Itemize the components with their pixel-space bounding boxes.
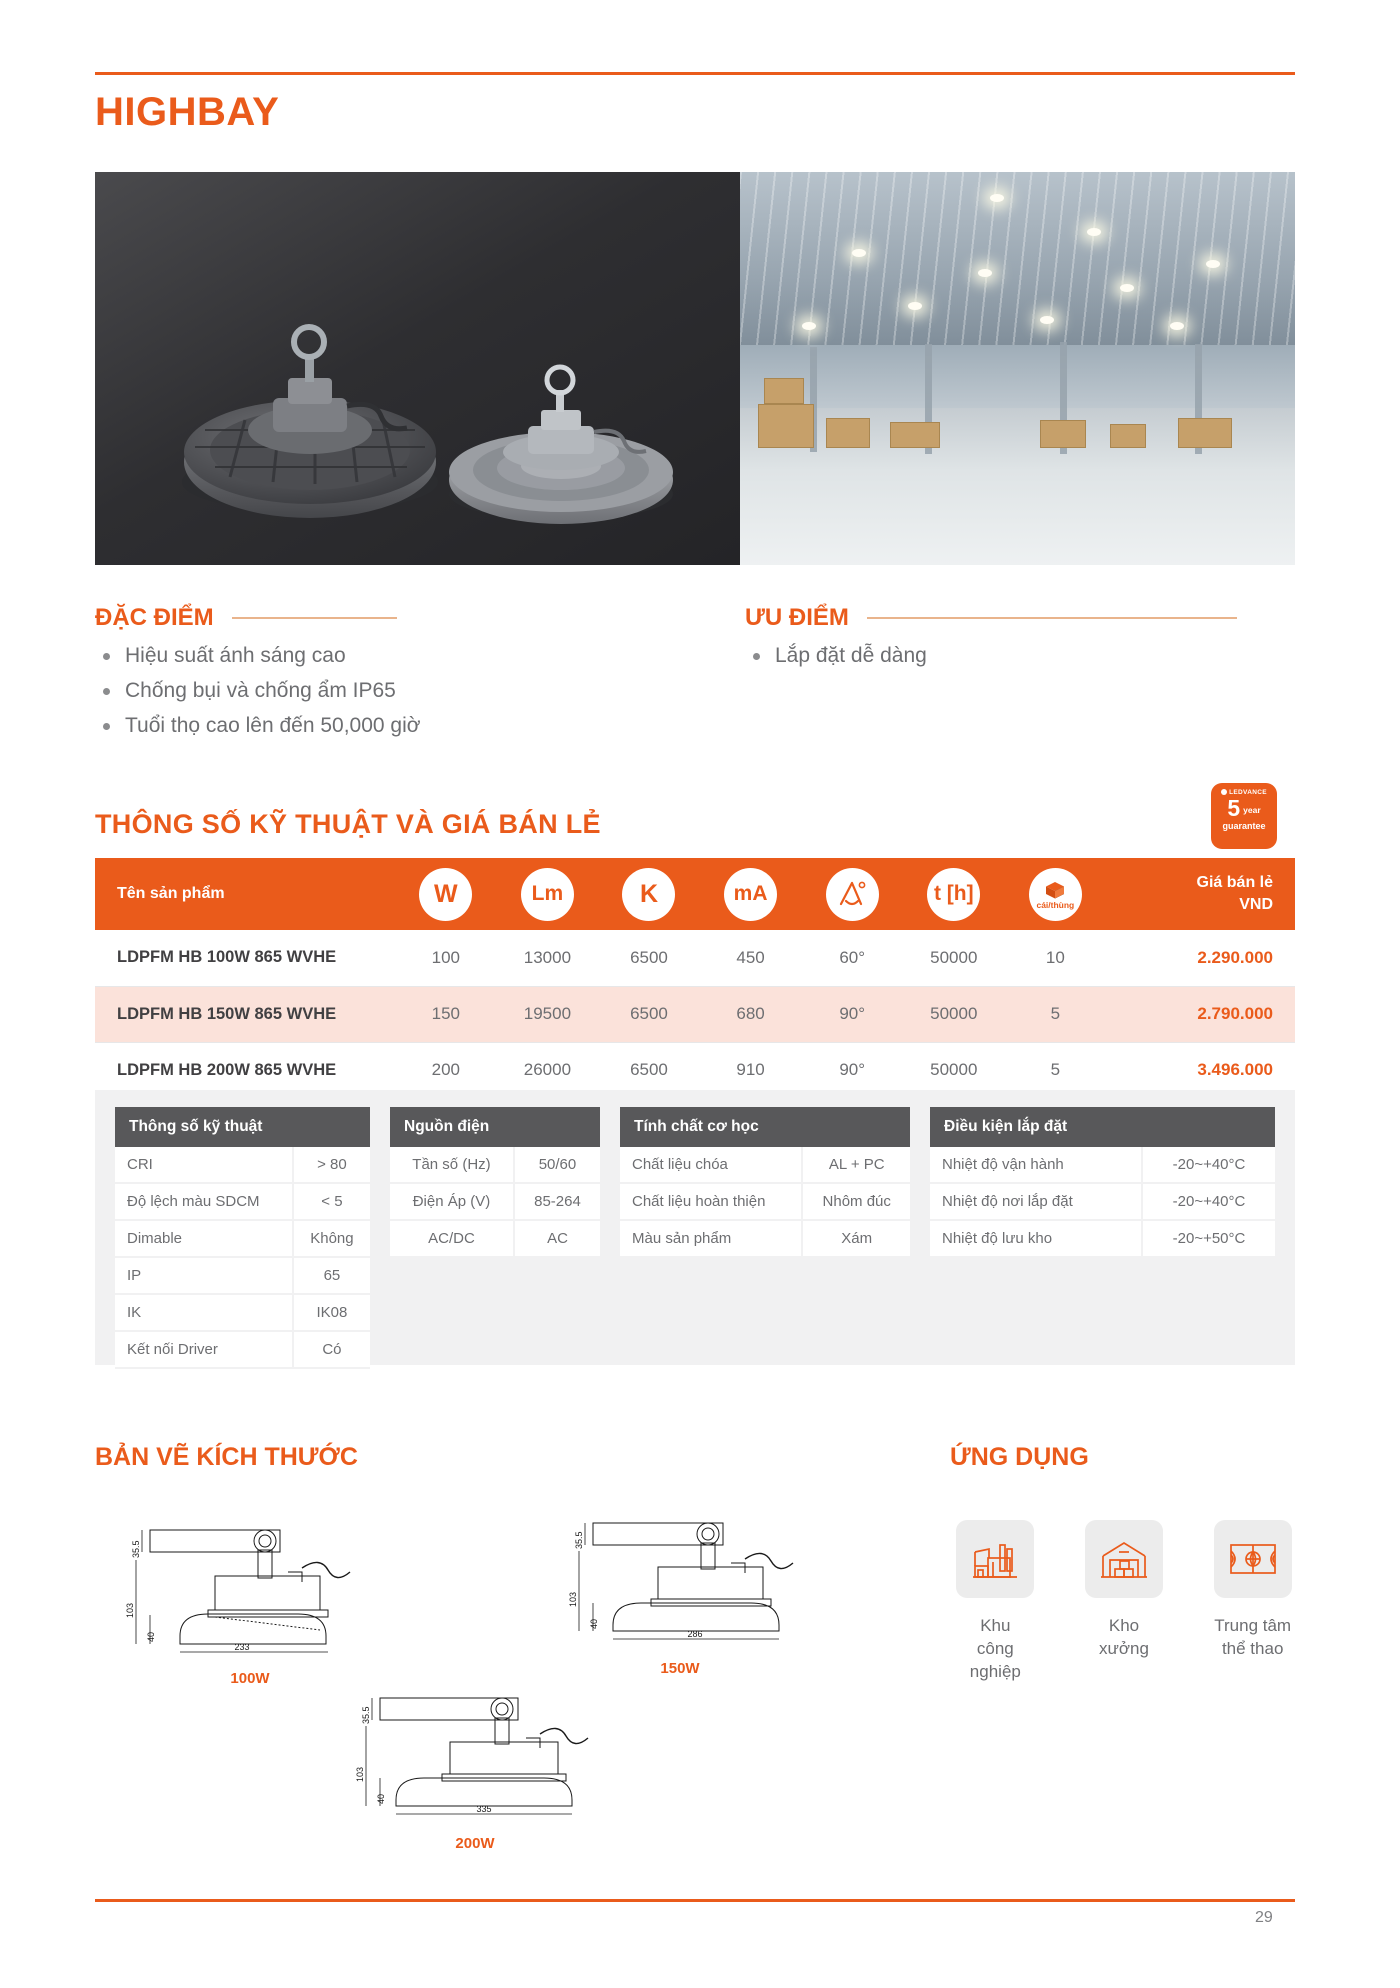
drawing-caption: 200W — [455, 1835, 495, 1852]
cell-pack: 5 — [1050, 1060, 1061, 1079]
cell-lifetime: 50000 — [930, 1004, 978, 1023]
cell-kelvin: 6500 — [630, 947, 668, 967]
drawing-caption: 150W — [660, 1660, 700, 1677]
col-beam-angle — [801, 858, 903, 930]
spec-row: Tần số (Hz) 50/60 — [390, 1147, 600, 1183]
cell-price: 2.290.000 — [1197, 947, 1273, 967]
guarantee-badge: LEDVANCE 5 year guarantee — [1211, 783, 1277, 849]
list-item: Lắp đặt dễ dàng — [745, 638, 927, 673]
watt-icon: W — [419, 868, 472, 921]
box-icon — [1029, 868, 1082, 921]
cell-lumen: 26000 — [523, 1060, 572, 1079]
application-label: Trung tâm thể thao — [1214, 1616, 1292, 1658]
highbay-product-illustration — [95, 172, 740, 565]
cell-watt: 100 — [431, 947, 460, 967]
spec-panel-title: Thông số kỹ thuật — [115, 1107, 370, 1147]
svg-text:35.5: 35.5 — [131, 1540, 141, 1558]
warehouse-icon — [1085, 1520, 1163, 1598]
spec-row: Màu sản phẩm Xám — [620, 1220, 910, 1257]
list-item: Hiệu suất ánh sáng cao — [95, 638, 421, 673]
application-photo — [740, 172, 1295, 565]
table-row — [95, 986, 1295, 1042]
cell-price: 3.496.000 — [1197, 1060, 1273, 1079]
features-list — [95, 638, 421, 743]
table-header-row — [95, 858, 1295, 930]
features-heading — [95, 604, 397, 632]
spec-row: Nhiệt độ nơi lắp đặt -20~+40°C — [930, 1183, 1275, 1220]
cell-beam: 90° — [839, 1060, 866, 1079]
cell-milliamp: 680 — [736, 1004, 765, 1023]
col-product-name: Tên sản phẩm — [117, 885, 225, 902]
svg-text:103: 103 — [355, 1766, 365, 1782]
drawing-svg — [120, 1520, 380, 1665]
spec-panel-title: Nguồn điện — [390, 1107, 600, 1147]
price-table-body — [95, 930, 1295, 1098]
col-kelvin — [598, 858, 700, 930]
svg-text:335: 335 — [476, 1804, 492, 1814]
hero-images — [95, 172, 1295, 565]
spec-row: Kết nối Driver Có — [115, 1331, 370, 1368]
features-heading-text: ĐẶC ĐIỂM — [95, 604, 214, 631]
spec-row: Độ lệch màu SDCM < 5 — [115, 1183, 370, 1220]
svg-text:40: 40 — [376, 1793, 386, 1804]
application-item-sports — [1201, 1520, 1304, 1683]
spec-row: IP 65 — [115, 1257, 370, 1294]
cell-beam: 90° — [839, 1004, 866, 1023]
beam-angle-icon — [826, 868, 879, 921]
col-lumen — [497, 858, 599, 930]
features-heading-rule — [232, 617, 397, 619]
spec-panel-mechanical — [620, 1107, 910, 1258]
col-lifetime — [903, 858, 1005, 930]
cell-watt: 150 — [431, 1004, 460, 1023]
col-watt — [395, 858, 497, 930]
cell-price: 2.790.000 — [1197, 1004, 1273, 1023]
spec-row: Chất liệu hoàn thiện Nhôm đúc — [620, 1183, 910, 1220]
svg-text:35.5: 35.5 — [574, 1531, 584, 1549]
cell-lumen: 19500 — [523, 1004, 572, 1023]
lifetime-icon: t [h] — [927, 868, 980, 921]
spec-row: Chất liệu chóa AL + PC — [620, 1147, 910, 1183]
header-divider — [95, 72, 1295, 75]
spec-row: IK IK08 — [115, 1294, 370, 1331]
svg-text:233: 233 — [234, 1642, 250, 1652]
svg-text:103: 103 — [568, 1591, 578, 1607]
cell-watt: 200 — [431, 1060, 460, 1079]
specs-section-title: THÔNG SỐ KỸ THUẬT VÀ GIÁ BÁN LẺ — [95, 809, 601, 839]
cell-kelvin: 6500 — [630, 1060, 668, 1079]
price-table — [95, 858, 1295, 1099]
list-item: Chống bụi và chống ẩm IP65 — [95, 673, 421, 708]
cell-name: LDPFM HB 100W 865 WVHE — [117, 948, 337, 967]
cell-lumen: 13000 — [523, 947, 572, 967]
col-pack — [1005, 858, 1107, 930]
cell-name: LDPFM HB 200W 865 WVHE — [117, 1060, 337, 1079]
dimension-drawing-200w — [350, 1690, 630, 1860]
dimension-drawing-150w — [565, 1515, 835, 1685]
drawing-svg — [350, 1690, 630, 1830]
drawings-title: BẢN VẼ KÍCH THƯỚC — [95, 1443, 358, 1471]
drawing-caption: 100W — [230, 1670, 270, 1687]
applications-title: ỨNG DỤNG — [950, 1443, 1089, 1471]
col-price: Giá bán lẻ VND — [1196, 874, 1273, 913]
pack-label: cái/thùng — [1036, 899, 1075, 910]
svg-text:103: 103 — [125, 1602, 135, 1618]
application-item-industrial — [944, 1520, 1047, 1683]
factory-icon — [956, 1520, 1034, 1598]
spec-row: CRI > 80 — [115, 1147, 370, 1183]
spec-panel-technical — [115, 1107, 370, 1369]
cell-pack: 10 — [1045, 947, 1065, 967]
product-photo — [95, 172, 740, 565]
spec-row: Nhiệt độ vận hành -20~+40°C — [930, 1147, 1275, 1183]
cell-beam: 60° — [839, 947, 866, 967]
applications-list — [944, 1520, 1304, 1683]
application-item-warehouse — [1073, 1520, 1176, 1683]
cell-pack: 5 — [1050, 1004, 1061, 1023]
cell-name: LDPFM HB 150W 865 WVHE — [117, 1004, 337, 1023]
cell-milliamp: 910 — [736, 1060, 765, 1079]
list-item: Tuổi thọ cao lên đến 50,000 giờ — [95, 708, 421, 743]
advantages-heading-rule — [867, 617, 1237, 619]
svg-text:286: 286 — [687, 1629, 703, 1639]
advantages-list — [745, 638, 927, 673]
cell-lifetime: 50000 — [930, 1060, 978, 1079]
advantages-heading — [745, 604, 1237, 632]
spec-panel-title: Điều kiện lắp đặt — [930, 1107, 1275, 1147]
spec-panel-title: Tính chất cơ học — [620, 1107, 910, 1147]
cell-kelvin: 6500 — [630, 1004, 668, 1023]
drawing-svg — [565, 1515, 835, 1655]
spec-panel-installation — [930, 1107, 1275, 1258]
guarantee-years: 5 — [1227, 795, 1241, 821]
col-milliamp — [700, 858, 802, 930]
spec-row: AC/DC AC — [390, 1220, 600, 1257]
advantages-heading-text: ƯU ĐIỂM — [745, 604, 849, 631]
spec-row: Dimable Không — [115, 1220, 370, 1257]
table-row — [95, 930, 1295, 986]
svg-text:35.5: 35.5 — [361, 1706, 371, 1724]
page-title: HIGHBAY — [95, 90, 280, 134]
spec-panels — [95, 1090, 1295, 1365]
sports-court-icon — [1214, 1520, 1292, 1598]
svg-text:40: 40 — [589, 1618, 599, 1629]
dimension-drawing-100w — [120, 1520, 380, 1690]
application-label: Kho xưởng — [1099, 1616, 1149, 1658]
ledvance-logo: LEDVANCE — [1211, 789, 1277, 796]
kelvin-icon: K — [622, 868, 675, 921]
cell-lifetime: 50000 — [930, 947, 978, 967]
page-number: 29 — [1255, 1909, 1273, 1926]
spec-panel-power — [390, 1107, 600, 1258]
lumen-icon: Lm — [521, 868, 574, 921]
application-label: Khu công nghiệp — [969, 1616, 1021, 1681]
footer-divider — [95, 1899, 1295, 1902]
spec-row: Nhiệt độ lưu kho -20~+50°C — [930, 1220, 1275, 1257]
spec-row: Điện Áp (V) 85-264 — [390, 1183, 600, 1220]
milliamp-icon: mA — [724, 868, 777, 921]
cell-milliamp: 450 — [736, 947, 765, 967]
svg-text:40: 40 — [146, 1631, 156, 1642]
